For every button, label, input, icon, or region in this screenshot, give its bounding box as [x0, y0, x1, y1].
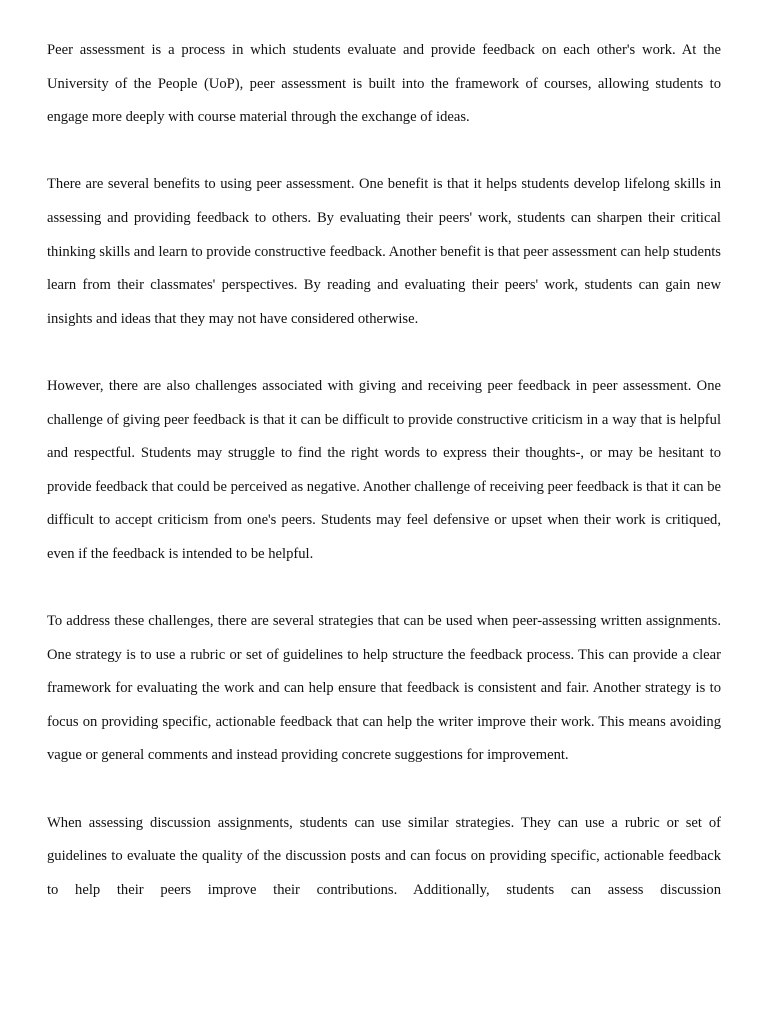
paragraph-intro: Peer assessment is a process in which students evaluate and provide feedback on each other's work. At the University of the People (UoP), peer assessment is built into the framework of courses, allowing students to engage more deeply with course material through the exchange of ideas.	[47, 42, 721, 126]
document-body	[47, 34, 721, 941]
paragraph-challenges: However, there are also challenges associated with giving and receiving peer feedback in peer assessment. One challenge of giving peer feedback is that it can be difficult to provide constructive criticism in a way that is helpful and respectful. Students may struggle to find the right words to express their thoughts-, or may be hesitant to provide feedback that could be perceived as negative. Another challenge of receiving peer feedback is that it can be difficult to accept criticism from one's peers. Students may feel defensive or upset when their work is critiqued, even if the feedback is intended to be helpful.	[47, 377, 721, 562]
paragraph-strategies: To address these challenges, there are several strategies that can be used when peer-assessing written assignments. One strategy is to use a rubric or set of guidelines to help structure the feedback process. This can provide a clear framework for evaluating the work and can help ensure that feedback is consistent and fair. Another strategy is to focus on providing specific, actionable feedback that can help the writer improve their work. This means avoiding vague or general comments and instead providing concrete suggestions for improvement.	[47, 613, 721, 764]
paragraph-benefits: There are several benefits to using peer assessment. One benefit is that it helps students develop lifelong skills in assessing and providing feedback to others. By evaluating their peers' work, students can sharpen their critical thinking skills and learn to provide constructive feedback. Another benefit is that peer assessment can help students learn from their classmates' perspectives. By reading and evaluating their peers' work, students can gain new insights and ideas that they may not have considered otherwise.	[47, 176, 721, 327]
paragraph-discussion: When assessing discussion assignments, students can use similar strategies. They can use a rubric or set of guidelines to evaluate the quality of the discussion posts and can focus on providing specific, actionable feedback to help their peers improve their contributions. Additionally, students can assess discussion	[47, 814, 721, 898]
